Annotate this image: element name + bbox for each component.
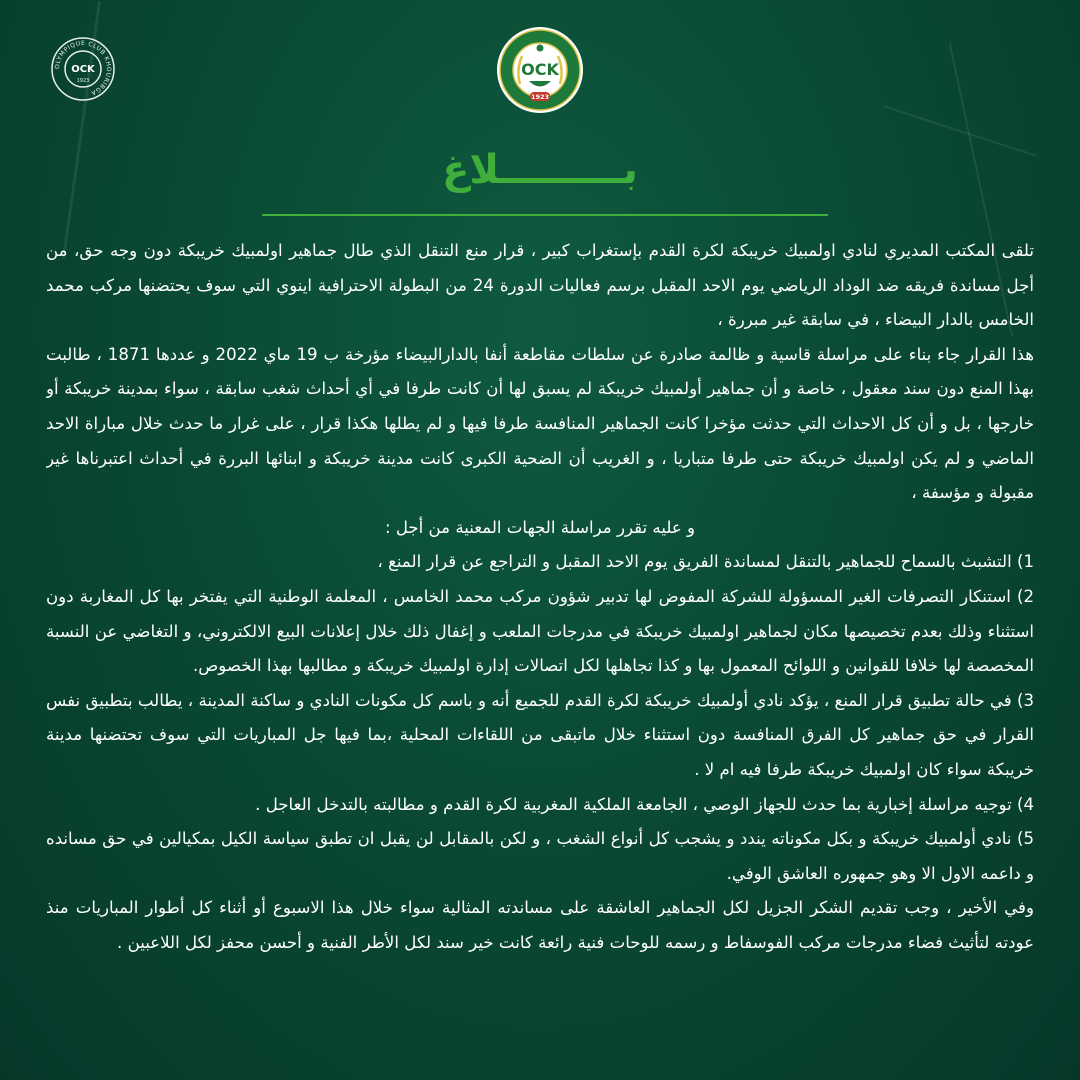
- club-crest-corner-icon: [50, 36, 116, 102]
- crest-year-text: 1923: [76, 78, 90, 84]
- statement-point-2: 2) استنكار التصرفات الغير المسؤولة للشركة المفوض لها تدبير شؤون مركب محمد الخامس ، المعلمة الوطنية التي يفتخر بها كل المغاربة دون استثناء وذلك بعدم تخصيصها مكان لجماهير اولمبيك خريبكة في مدرجات الملعب و إغفال ذلك خلال إعلانات البيع الالكتروني، و التغاضي عن النسبة المخصصة لها خلافا للقوانين و اللوائح المعمول بها و كذا تجاهلها لكل اتصالات إدارة اولمبيك خريبكة و مطالبها بهذا الخصوص.: [46, 586, 1034, 676]
- crest-badge-text: OCK: [71, 64, 95, 75]
- title-divider: [262, 214, 828, 216]
- club-crest-main-icon: [496, 26, 584, 114]
- statement-body: [46, 234, 1034, 1054]
- statement-point-4: 4) توجيه مراسلة إخبارية بما حدث للجهاز الوصي ، الجامعة الملكية المغربية لكرة القدم و مطالبته بالتدخل العاجل .: [255, 794, 1034, 814]
- main-crest-year-text: 1923: [530, 93, 550, 101]
- statement-point-5: 5) نادي أولمبيك خريبكة و بكل مكوناته يندد و يشجب كل أنواع الشغب ، و لكن بالمقابل لن يقبل ان تطبق سياسة الكيل بمكيالين في حق مسانده و داعمه الاول الا وهو جمهوره العاشق الوفي.: [46, 829, 1034, 883]
- light-beam: [884, 105, 1037, 156]
- statement-decision-heading: و عليه تقرر مراسلة الجهات المعنية من أجل :: [384, 517, 696, 537]
- main-crest-badge-text: OCK: [521, 60, 559, 79]
- statement-point-1: 1) التشبث بالسماح للجماهير بالتنقل لمساندة الفريق يوم الاحد المقبل و التراجع عن قرار المنع ،: [377, 552, 1034, 572]
- statement-closing: وفي الأخير ، وجب تقديم الشكر الجزيل لكل الجماهير العاشقة على مساندته المثالية سواء خلال هذا الاسبوع أو أثناء كل أطوار المباريات منذ عودته لتأثيث فضاء مدرجات مركب الفوسفاط و رسمه للوحات فنية رائعة كانت خير سند لكل الأطر الفنية و أحسن محفز لكل اللاعبين .: [46, 898, 1034, 952]
- crest-ring-text: OLYMPIQUE CLUB KHOURIBGA: [53, 39, 113, 97]
- statement-paragraph-intro: تلقى المكتب المديري لنادي اولمبيك خريبكة لكرة القدم بإستغراب كبير ، قرار منع التنقل الذي طال جماهير اولمبيك خريبكة دون وجه حق، من أجل مساندة فريقه ضد الوداد الرياضي يوم الاحد المقبل برسم فعاليات الدورة 24 من البطولة الاحترافية اينوي التي سوف يحتضنها مركب محمد الخامس بالدار البيضاء ، في سابقة غير مبررة ،: [46, 241, 1034, 330]
- statement-point-3: 3) في حالة تطبيق قرار المنع ، يؤكد نادي أولمبيك خريبكة لكرة القدم للجميع أنه و باسم كل مكونات النادي و ساكنة المدينة ، يطالب بتطبيق نفس القرار في حق جماهير كل الفرق المنافسة دون استثناء خلال ماتبقى من اللقاءات المحلية ،بما فيها جل المباريات التي سوف تحتضنها مدينة خريبكة سواء كان اولمبيك خريبكة طرفا فيه ام لا .: [46, 690, 1034, 779]
- page-title: بـــــــــلاغ: [442, 147, 638, 193]
- statement-paragraph-context: هذا القرار جاء بناء على مراسلة قاسية و ظالمة صادرة عن سلطات مقاطعة أنفا بالدارالبيضاء مؤرخة ب 19 ماي 2022 و عددها 1871 ، طالبت بهذا المنع دون سند معقول ، خاصة و أن جماهير أولمبيك خريبكة لم يسبق لها أن كانت طرفا في أي أحداث شغب سابقة ، سواء بمدينة خريبكة أو خارجها ، بل و أن كل الاحداث التي حدثت مؤخرا كانت الجماهير المنافسة طرفا فيها و لم يطلها هكذا قرار ، على غرار ما حدث خلال مباراة الاحد الماضي و لم يكن اولمبيك خريبكة حتى طرفا متباريا ، و الغريب أن الضحية الكبرى كانت مدينة خريبكة و ابنائها البررة في أحداث اعتبرناها غير مقبولة و مؤسفة ،: [46, 344, 1034, 503]
